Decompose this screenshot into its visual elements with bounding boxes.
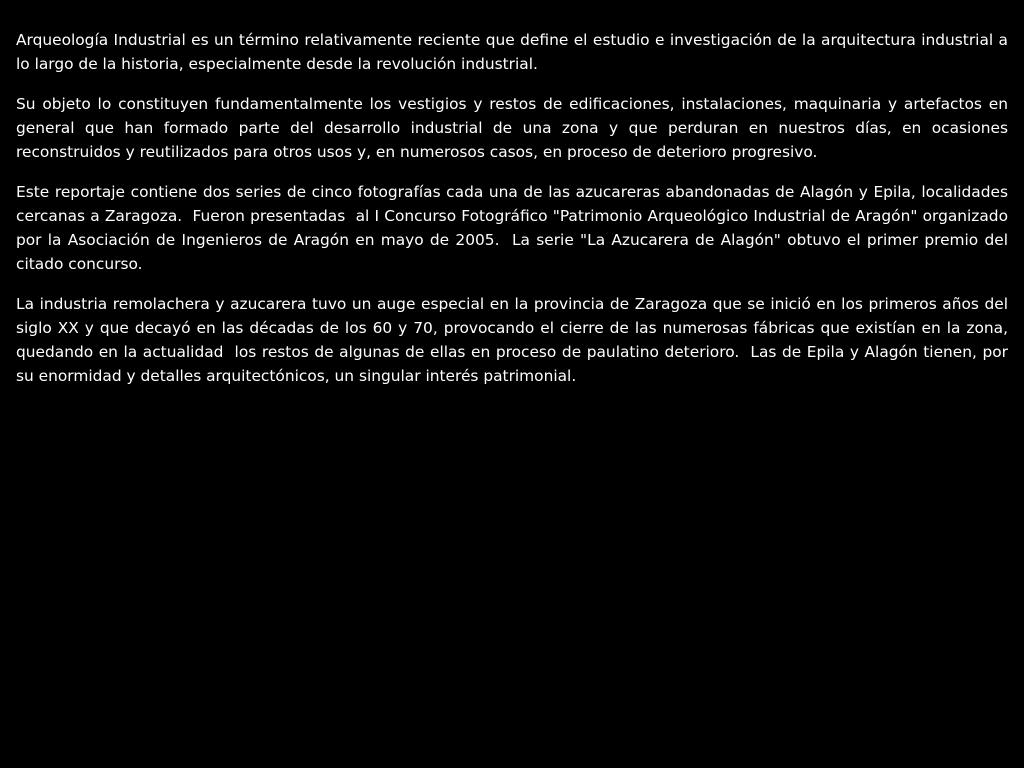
paragraph-intro: Arqueología Industrial es un término relativamente reciente que define el estudio e investigación de la arquitectura industrial a lo largo de la historia, especialmente desde la revolución industrial. xyxy=(16,31,1013,73)
paragraph-industry: La industria remolachera y azucarera tuvo un auge especial en la provincia de Zaragoza que se inició en los primeros años del siglo XX y que decayó en las décadas de los 60 y 70, provocando el cierre de las numerosas fábricas que existían en la zona, quedando en la actualidad los restos de algunas de ellas en proceso de paulatino deterioro. Las de Epila y Alagón tienen, por su enormidad y detalles arquitectónicos, un singular interés patrimonial. xyxy=(16,295,1013,385)
text-body xyxy=(16,28,1013,388)
paragraph-object: Su objeto lo constituyen fundamentalmente los vestigios y restos de edificaciones, instalaciones, maquinaria y artefactos en general que han formado parte del desarrollo industrial de una zona y que perduran en nuestros días, en ocasiones reconstruidos y reutilizados para otros usos y, en numerosos casos, en proceso de deterioro progresivo. xyxy=(16,95,1013,161)
paragraph-report: Este reportaje contiene dos series de cinco fotografías cada una de las azucareras abandonadas de Alagón y Epila, localidades cercanas a Zaragoza. Fueron presentadas al I Concurso Fotográfico "Patrimonio Arqueológico Industrial de Aragón" organizado por la Asociación de Ingenieros de Aragón en mayo de 2005. La serie "La Azucarera de Alagón" obtuvo el primer premio del citado concurso. xyxy=(16,183,1013,273)
